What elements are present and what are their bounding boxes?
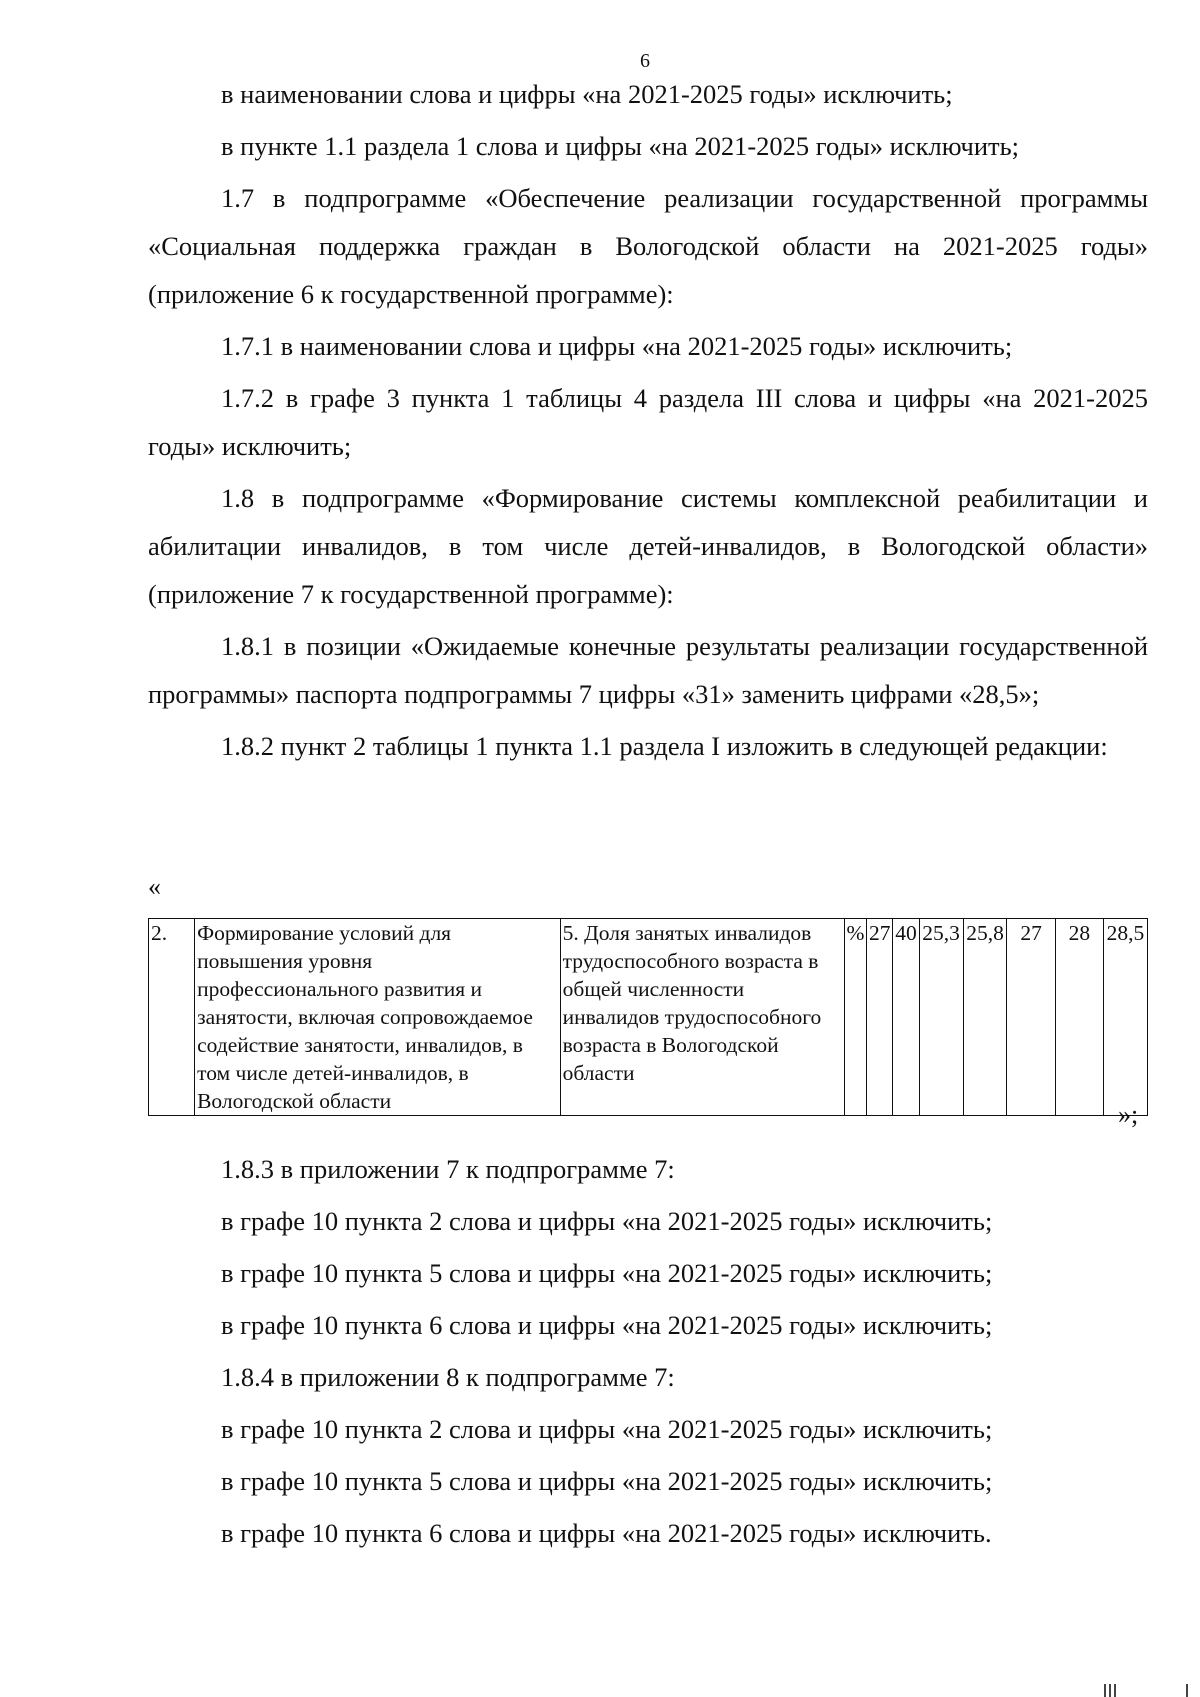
paragraph: 1.8.4 в приложении 8 к подпрограмме 7: [221,1362,675,1392]
page-number: 6 [640,50,650,72]
paragraph: 1.7.2 в графе 3 пункта 1 таблицы 4 раздела III слова и цифры «на 2021-2025 годы» исключить; [148,383,1148,461]
table-cell-value: 27 [1007,919,1055,1116]
paragraph: в графе 10 пункта 6 слова и цифры «на 2021-2025 годы» исключить. [221,1518,992,1548]
quote-close-mark: »; [1118,1100,1139,1129]
table-cell-value: 28,5 [1103,919,1147,1116]
paragraph: 1.8.2 пункт 2 таблицы 1 пункта 1.1 раздела I изложить в следующей редакции: [221,731,1108,761]
quote-open-mark: « [148,872,161,901]
paragraph: в графе 10 пункта 5 слова и цифры «на 2021-2025 годы» исключить; [221,1466,993,1496]
paragraph: 1.8.3 в приложении 7 к подпрограмме 7: [221,1154,675,1184]
scan-artifact [1114,1684,1116,1697]
table-cell-value: 25,3 [919,919,963,1116]
table-cell-value: 28 [1055,919,1103,1116]
paragraph: в наименовании слова и цифры «на 2021-2025 годы» исключить; [221,79,953,109]
paragraph: 1.8 в подпрограмме «Формирование системы комплексной реабилитации и абилитации инвалидов, в том числе детей-инвалидов, в Вологодской области» (приложение 7 к государственной программе): [148,483,1148,609]
paragraph: в графе 10 пункта 5 слова и цифры «на 2021-2025 годы» исключить; [221,1258,993,1288]
paragraph: в графе 10 пункта 6 слова и цифры «на 2021-2025 годы» исключить; [221,1310,993,1340]
table-cell-value: 27 [867,919,893,1116]
table-cell-value: 25,8 [963,919,1007,1116]
table-cell-number: 2. [149,919,195,1116]
scan-artifact [1104,1684,1106,1697]
table-cell-unit: % [844,919,866,1116]
paragraph: в графе 10 пункта 2 слова и цифры «на 2021-2025 годы» исключить; [221,1414,993,1444]
paragraph: в пункте 1.1 раздела 1 слова и цифры «на 2021-2025 годы» исключить; [221,131,1020,161]
document-body-bottom [148,1145,1148,1561]
scan-artifact [1109,1684,1111,1697]
scan-artifact [1186,1684,1188,1697]
table-cell-value: 40 [893,919,919,1116]
table-cell-indicator: 5. Доля занятых инвалидов трудоспособного возраста в общей численности инвалидов трудоспособного возраста в Вологодской области [560,919,844,1116]
paragraph: 1.8.1 в позиции «Ожидаемые конечные результаты реализации государственной программы» паспорта подпрограммы 7 цифры «31» заменить цифрами «28,5»; [148,631,1148,709]
table-cell-goal: Формирование условий для повышения уровня профессионального развития и занятости, включая сопровождаемое содействие занятости, инвалидов, в том числе детей-инвалидов, в Вологодской области [195,919,561,1116]
paragraph: в графе 10 пункта 2 слова и цифры «на 2021-2025 годы» исключить; [221,1206,993,1236]
amendment-table [148,918,1148,1116]
table-row [149,919,1148,1116]
paragraph: 1.7 в подпрограмме «Обеспечение реализации государственной программы «Социальная поддержка граждан в Вологодской области на 2021-2025 годы» (приложение 6 к государственной программе): [148,183,1148,309]
paragraph: 1.7.1 в наименовании слова и цифры «на 2021-2025 годы» исключить; [221,331,1013,361]
document-body-top [148,70,1148,774]
